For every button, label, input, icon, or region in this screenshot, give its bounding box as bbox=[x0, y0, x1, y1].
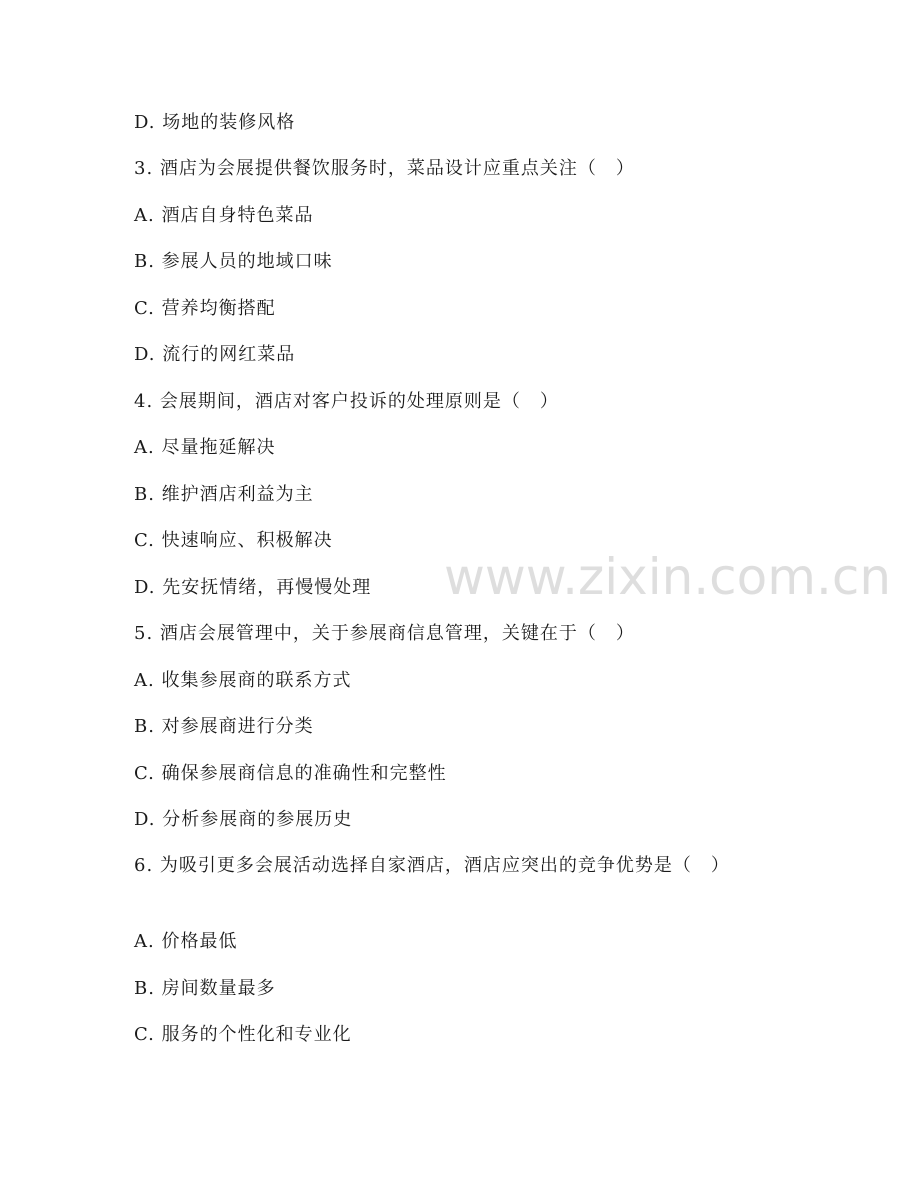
option-a-q3: A. 酒店自身特色菜品 bbox=[134, 205, 314, 226]
option-d-q5: D. 分析参展商的参展历史 bbox=[134, 809, 353, 830]
option-b-q3: B. 参展人员的地域口味 bbox=[134, 251, 333, 272]
question-6: 6. 为吸引更多会展活动选择自家酒店，酒店应突出的竞争优势是（ ） bbox=[134, 855, 730, 876]
option-d-q3: D. 流行的网红菜品 bbox=[134, 344, 296, 365]
question-4: 4. 会展期间，酒店对客户投诉的处理原则是（ ） bbox=[134, 391, 559, 412]
option-b-q5: B. 对参展商进行分类 bbox=[134, 716, 314, 737]
option-d-q2: D. 场地的装修风格 bbox=[134, 112, 296, 133]
option-a-q6: A. 价格最低 bbox=[134, 931, 238, 952]
question-5: 5. 酒店会展管理中，关于参展商信息管理，关键在于（ ） bbox=[134, 623, 635, 644]
site-watermark: www.zixin.com.cn bbox=[444, 548, 892, 606]
option-a-q4: A. 尽量拖延解决 bbox=[134, 437, 276, 458]
option-c-q3: C. 营养均衡搭配 bbox=[134, 298, 276, 319]
option-c-q6: C. 服务的个性化和专业化 bbox=[134, 1024, 352, 1045]
option-a-q5: A. 收集参展商的联系方式 bbox=[134, 670, 352, 691]
option-b-q4: B. 维护酒店利益为主 bbox=[134, 484, 314, 505]
option-c-q5: C. 确保参展商信息的准确性和完整性 bbox=[134, 763, 447, 784]
option-d-q4: D. 先安抚情绪，再慢慢处理 bbox=[134, 577, 372, 598]
question-3: 3. 酒店为会展提供餐饮服务时，菜品设计应重点关注（ ） bbox=[134, 158, 635, 179]
option-c-q4: C. 快速响应、积极解决 bbox=[134, 530, 333, 551]
option-b-q6: B. 房间数量最多 bbox=[134, 978, 276, 999]
